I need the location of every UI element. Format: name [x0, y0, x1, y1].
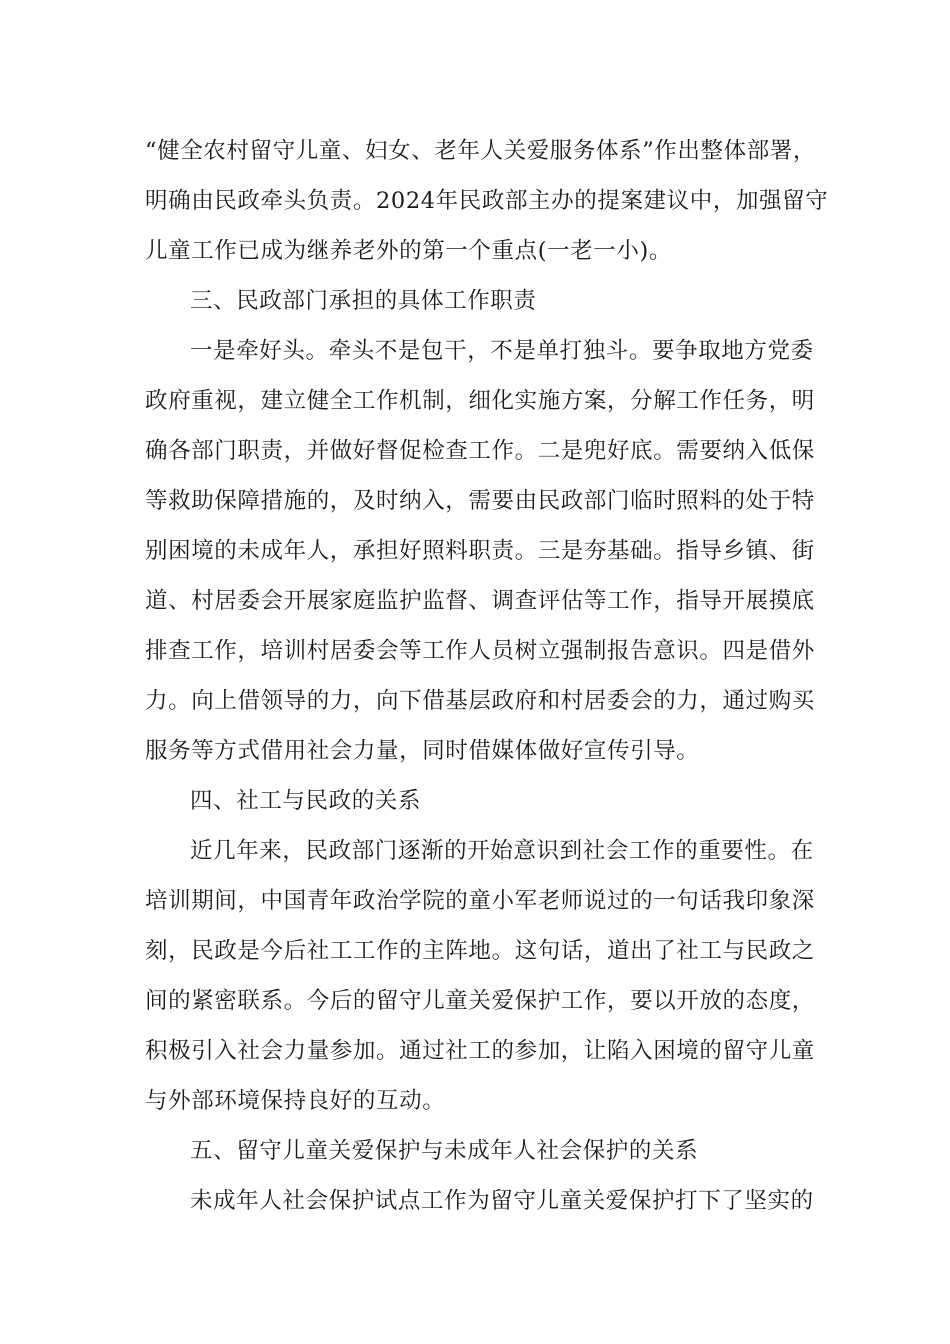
- text-line: 培训期间，中国青年政治学院的童小军老师说过的一句话我印象深: [145, 888, 815, 914]
- text-line: 刻，民政是今后社工工作的主阵地。这句话，道出了社工与民政之: [145, 938, 815, 964]
- text-line: 政府重视，建立健全工作机制，细化实施方案，分解工作任务，明: [145, 388, 815, 414]
- text-line: 明确由民政牵头负责。2024年民政部主办的提案建议中，加强留守: [145, 188, 829, 214]
- section-heading-5: 五、留守儿童关爱保护与未成年人社会保护的关系: [190, 1138, 699, 1164]
- text-line: 确各部门职责，并做好督促检查工作。二是兜好底。需要纳入低保: [145, 438, 815, 464]
- text-line: 间的紧密联系。今后的留守儿童关爱保护工作，要以开放的态度，: [145, 988, 815, 1014]
- text-line: 排查工作，培训村居委会等工作人员树立强制报告意识。四是借外: [145, 638, 815, 664]
- text-line: 儿童工作已成为继养老外的第一个重点(一老一小)。: [145, 238, 672, 264]
- text-line: “健全农村留守儿童、妇女、老年人关爱服务体系”作出整体部署，: [145, 138, 817, 164]
- text-line: 等救助保障措施的，及时纳入，需要由民政部门临时照料的处于特: [145, 488, 815, 514]
- text-line: 服务等方式借用社会力量，同时借媒体做好宣传引导。: [145, 738, 700, 764]
- section-heading-3: 三、民政部门承担的具体工作职责: [190, 288, 537, 314]
- text-line: 道、村居委会开展家庭监护监督、调查评估等工作，指导开展摸底: [145, 588, 815, 614]
- text-line: 未成年人社会保护试点工作为留守儿童关爱保护打下了坚实的: [190, 1188, 814, 1214]
- text-line: 别困境的未成年人，承担好照料职责。三是夯基础。指导乡镇、街: [145, 538, 815, 564]
- text-line: 积极引入社会力量参加。通过社工的参加，让陷入困境的留守儿童: [145, 1038, 815, 1064]
- text-line: 一是牵好头。牵头不是包干，不是单打独斗。要争取地方党委: [190, 338, 814, 364]
- text-line: 近几年来，民政部门逐渐的开始意识到社会工作的重要性。在: [190, 838, 814, 864]
- section-heading-4: 四、社工与民政的关系: [190, 788, 422, 814]
- text-line: 力。向上借领导的力，向下借基层政府和村居委会的力，通过购买: [145, 688, 815, 714]
- text-line: 与外部环境保持良好的互动。: [145, 1088, 446, 1114]
